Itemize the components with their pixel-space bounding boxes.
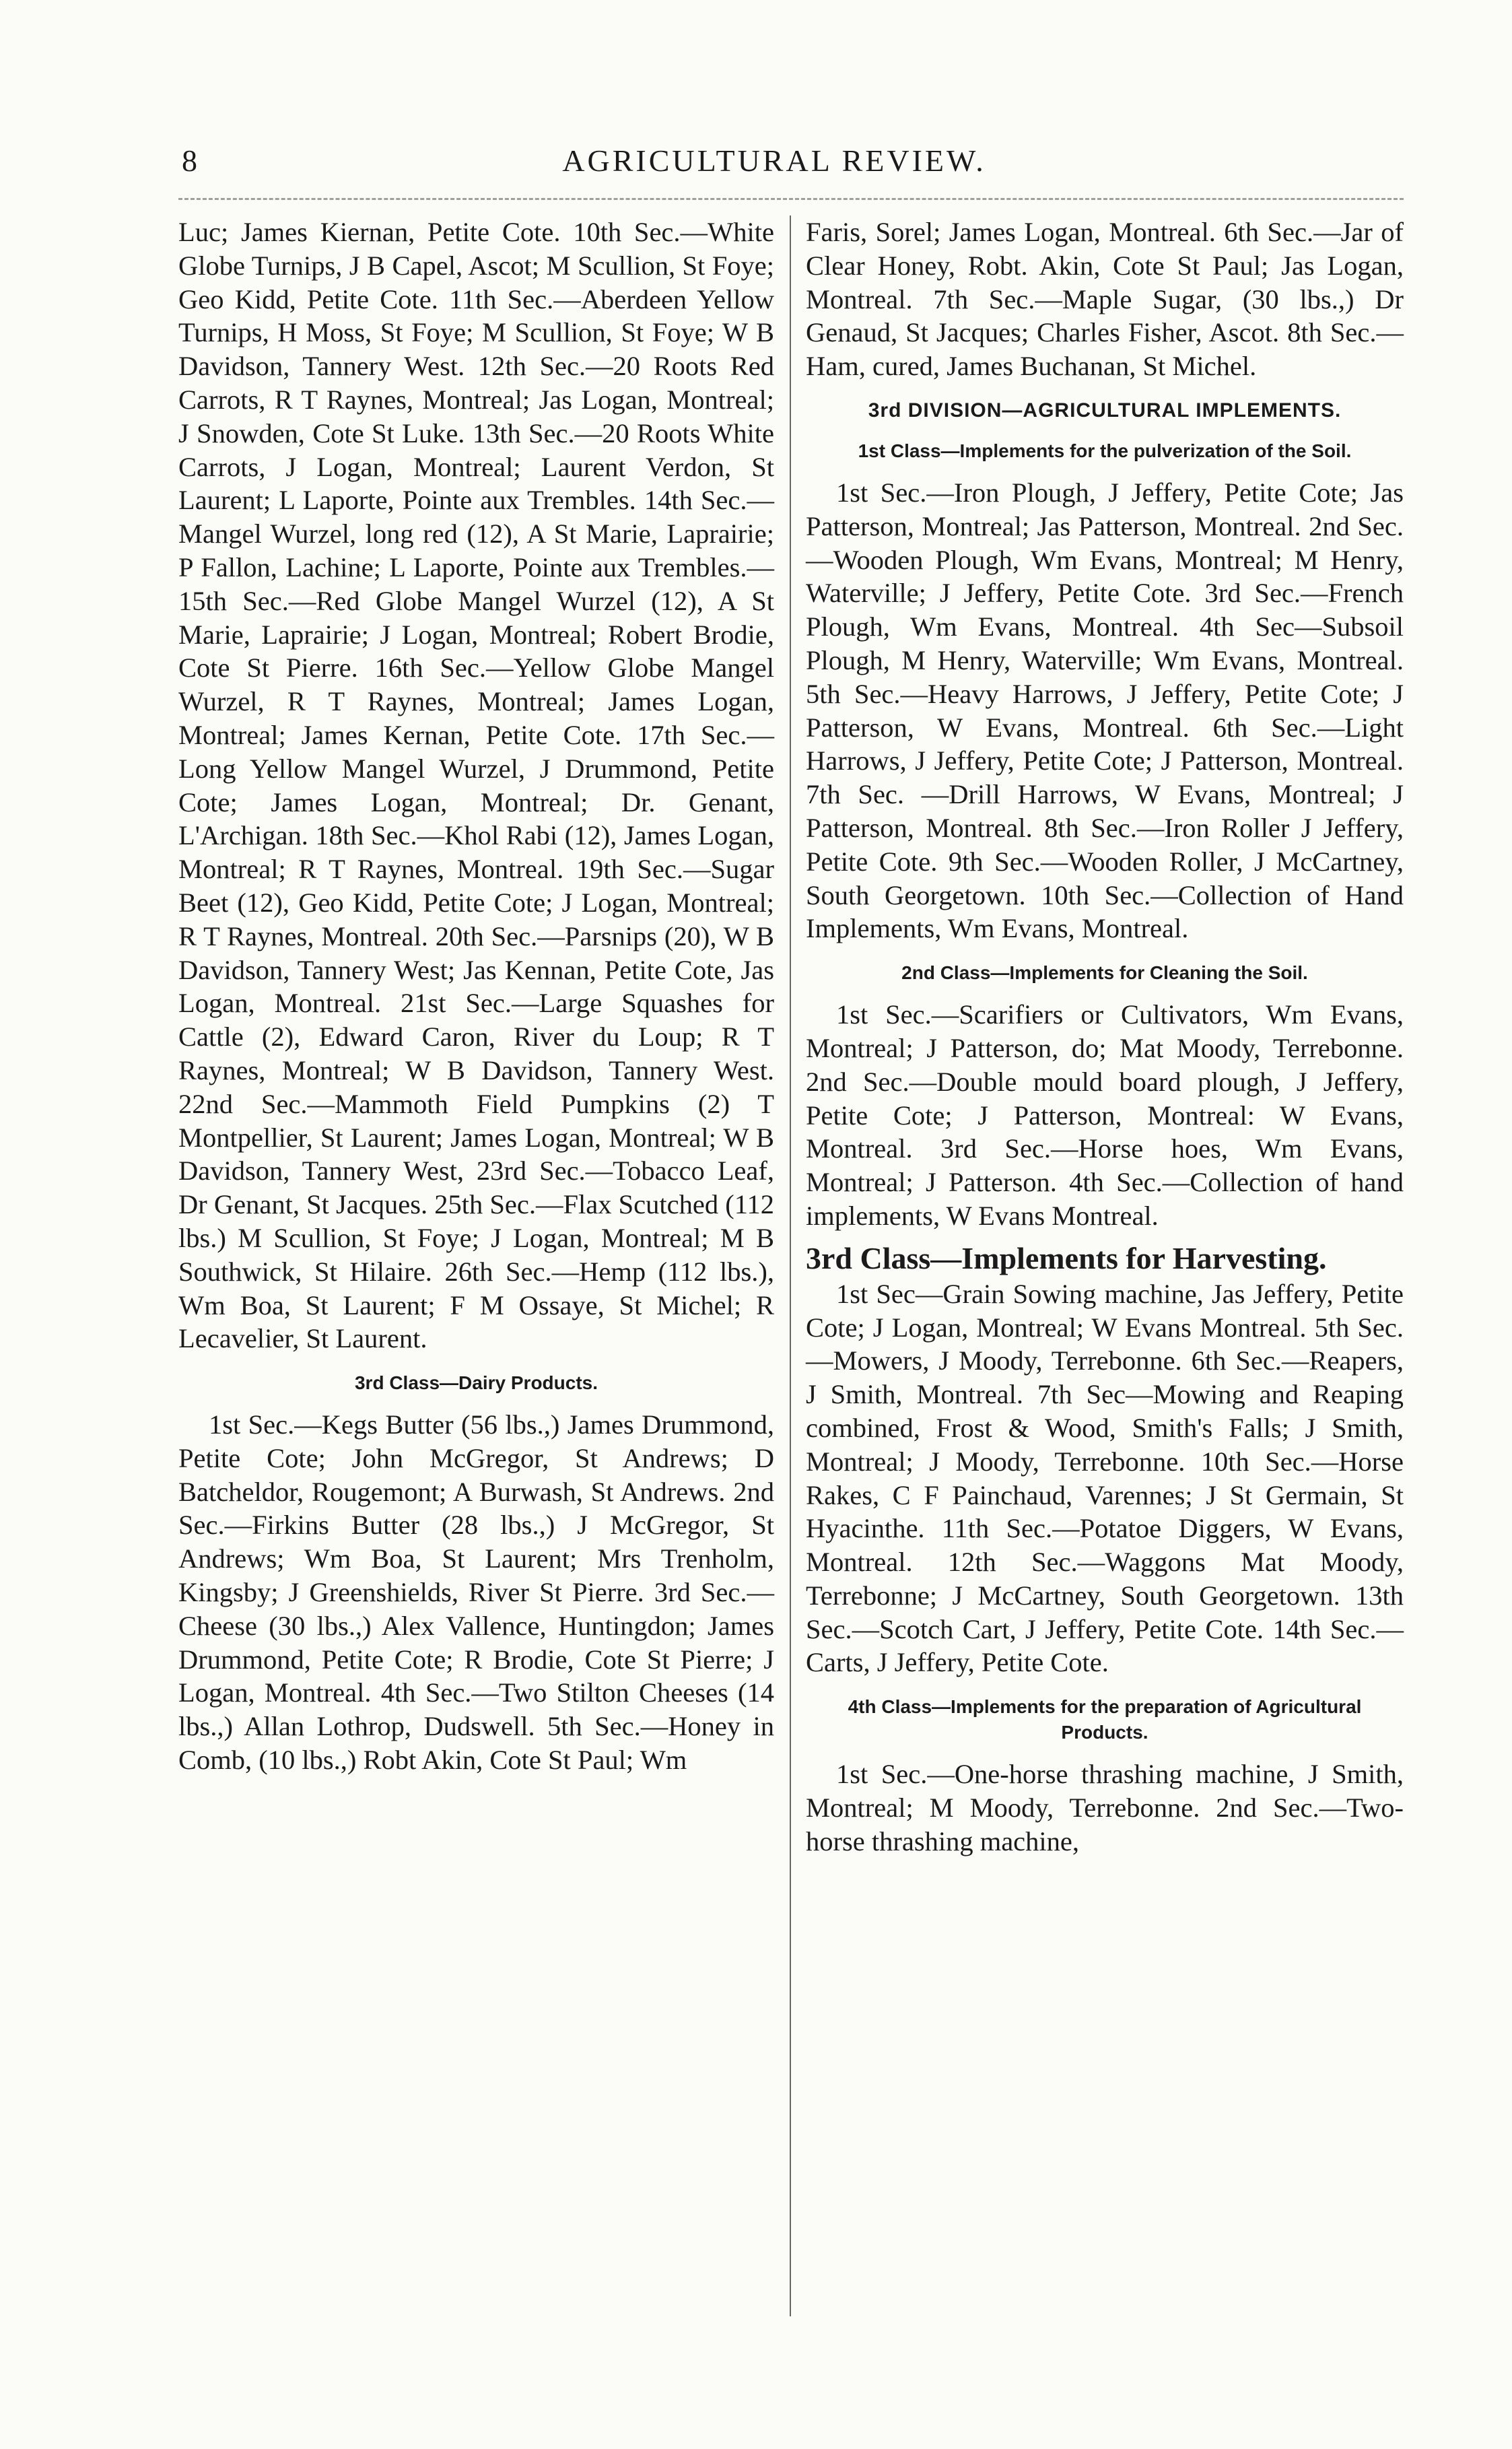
running-title: AGRICULTURAL REVIEW. <box>562 143 986 178</box>
left-paragraph-2: 1st Sec.—Kegs Butter (56 lbs.,) James Drummond, Petite Cote; John McGregor, St Andrews; D Batcheldor, Rougemont; A Burwash, St Andrews. 2nd Sec.—Firkins Butter (28 lbs.,) J McGregor, St Andrews; Wm Boa, St Laurent; Mrs Trenholm, Kingsby; J Greenshields, River St Pierre. 3rd Sec.—Cheese (30 lbs.,) Alex Vallence, Huntingdon; James Drummond, Petite Cote; R Brodie, Cote St Pierre; J Logan, Montreal. 4th Sec.—Two Stilton Cheeses (14 lbs.,) Allan Lothrop, Dudswell. 5th Sec.—Honey in Comb, (10 lbs.,) Robt Akin, Cote St Paul; Wm <box>178 1409 774 1776</box>
left-paragraph-1: Luc; James Kiernan, Petite Cote. 10th Sec.—White Globe Turnips, J B Capel, Ascot; M Scullion, St Foye; Geo Kidd, Petite Cote. 11th Sec.—Aberdeen Yellow Turnips, H Moss, St Foye; M Scullion, St Foye; W B Davidson, Tannery West. 12th Sec.—20 Roots Red Carrots, R T Raynes, Montreal; Jas Logan, Montreal; J Snowden, Cote St Luke. 13th Sec.—20 Roots White Carrots, J Logan, Montreal; Laurent Verdon, St Laurent; L Laporte, Pointe aux Trembles. 14th Sec.—Mangel Wurzel, long red (12), A St Marie, Laprairie; P Fallon, Lachine; L Laporte, Pointe aux Trembles.—15th Sec.—Red Globe Mangel Wurzel (12), A St Marie, Laprairie; J Logan, Montreal; Robert Brodie, Cote St Pierre. 16th Sec.—Yellow Globe Mangel Wurzel, R T Raynes, Montreal; James Logan, Montreal; James Kernan, Petite Cote. 17th Sec.—Long Yellow Mangel Wurzel, J Drummond, Petite Cote; James Logan, Montreal; Dr. Genant, L'Archigan. 18th Sec.—Khol Rabi (12), James Logan, Montreal; R T Raynes, Montreal. 19th Sec.—Sugar Beet (12), Geo Kidd, Petite Cote; J Logan, Montreal; R T Raynes, Montreal. 20th Sec.—Parsnips (20), W B Davidson, Tannery West; Jas Kennan, Petite Cote, Jas Logan, Montreal. 21st Sec.—Large Squashes for Cattle (2), Edward Caron, River du Loup; R T Raynes, Montreal; W B Davidson, Tannery West. 22nd Sec.—Mammoth Field Pumpkins (2) T Montpellier, St Laurent; James Logan, Montreal; W B Davidson, Tannery West, 23rd Sec.—Tobacco Leaf, Dr Genant, St Jacques. 25th Sec.—Flax Scutched (112 lbs.) M Scullion, St Foye; J Logan, Montreal; M B Southwick, St Hilaire. 26th Sec.—Hemp (112 lbs.), Wm Boa, St Laurent; F M Ossaye, St Michel; R Lecavelier, St Laurent. <box>178 217 774 1354</box>
header-rule <box>178 198 1404 200</box>
page-number: 8 <box>182 143 197 178</box>
right-column <box>806 215 1404 1858</box>
column-divider <box>790 215 791 2316</box>
heading-class-2: 2nd Class—Implements for Cleaning the Soil. <box>901 962 1308 984</box>
heading-dairy-products: 3rd Class—Dairy Products. <box>354 1372 598 1394</box>
right-paragraph-5: 1st Sec.—One-horse thrashing machine, J Smith, Montreal; M Moody, Terrebonne. 2nd Sec.—Two-horse thrashing machine, <box>806 1759 1404 1856</box>
heading-agricultural-implements: 3rd DIVISION—AGRICULTURAL IMPLEMENTS. <box>868 399 1342 422</box>
heading-class-4: 4th Class—Implements for the preparation of Agricultural Products. <box>848 1696 1362 1743</box>
right-paragraph-4: 1st Sec—Grain Sowing machine, Jas Jeffery, Petite Cote; J Logan, Montreal; W Evans Montreal. 5th Sec.—Mowers, J Moody, Terrebonne. 6th Sec.—Reapers, J Smith, Montreal. 7th Sec—Mowing and Reaping combined, Frost & Wood, Smith's Falls; J Smith, Montreal; J Moody, Terrebonne. 10th Sec.—Horse Rakes, C F Painchaud, Varennes; J St Germain, St Hyacinthe. 11th Sec.—Potatoe Diggers, W Evans, Montreal. 12th Sec.—Waggons Mat Moody, Terrebonne; J McCartney, South Georgetown. 13th Sec.—Scotch Cart, J Jeffery, Petite Cote. 14th Sec.—Carts, J Jeffery, Petite Cote. <box>806 1278 1404 1678</box>
heading-class-3: 3rd Class—Implements for Harvesting. <box>806 1240 1327 1275</box>
heading-class-1: 1st Class—Implements for the pulverization of the Soil. <box>858 440 1352 461</box>
right-paragraph-2: 1st Sec.—Iron Plough, J Jeffery, Petite Cote; Jas Patterson, Montreal; Jas Patterson, Montreal. 2nd Sec.—Wooden Plough, Wm Evans, Montreal; M Henry, Waterville; J Jeffery, Petite Cote. 3rd Sec.—French Plough, Wm Evans, Montreal. 4th Sec—Subsoil Plough, M Henry, Waterville; Wm Evans, Montreal. 5th Sec.—Heavy Harrows, J Jeffery, Petite Cote; J Patterson, W Evans, Montreal. 6th Sec.—Light Harrows, J Jeffery, Petite Cote; J Patterson, Montreal. 7th Sec. —Drill Harrows, W Evans, Montreal; J Patterson, Montreal. 8th Sec.—Iron Roller J Jeffery, Petite Cote. 9th Sec.—Wooden Roller, J McCartney, South Georgetown. 10th Sec.—Collection of Hand Implements, Wm Evans, Montreal. <box>806 477 1404 944</box>
right-paragraph-3: 1st Sec.—Scarifiers or Cultivators, Wm Evans, Montreal; J Patterson, do; Mat Moody, Terrebonne. 2nd Sec.—Double mould board plough, J Jeffery, Petite Cote; J Patterson, Montreal: W Evans, Montreal. 3rd Sec.—Horse hoes, Wm Evans, Montreal; J Patterson. 4th Sec.—Collection of hand implements, W Evans Montreal. <box>806 999 1404 1231</box>
right-paragraph-1: Faris, Sorel; James Logan, Montreal. 6th Sec.—Jar of Clear Honey, Robt. Akin, Cote St Paul; Jas Logan, Montreal. 7th Sec.—Maple Sugar, (30 lbs.,) Dr Genaud, St Jacques; Charles Fisher, Ascot. 8th Sec.—Ham, cured, James Buchanan, St Michel. <box>806 217 1404 382</box>
left-column <box>178 215 774 1777</box>
